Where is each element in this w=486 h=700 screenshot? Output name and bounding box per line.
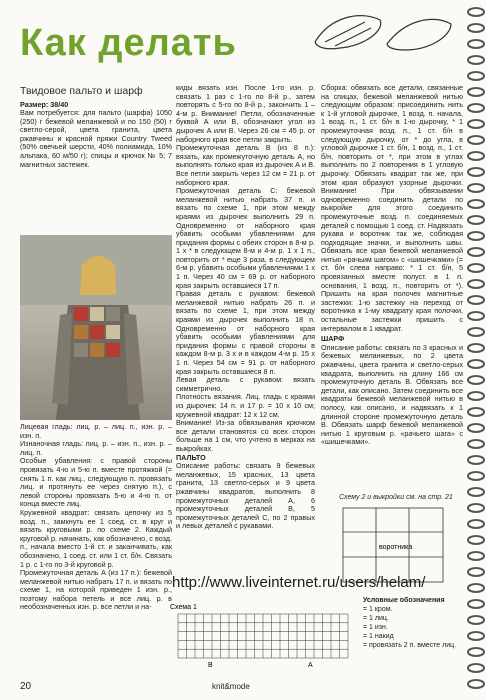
col2-text-7: Внимание! Из-за обвязывания крючком все детали становятся со всех сторон больше на 1 см, что учтено в мерках на выкройках. bbox=[176, 418, 315, 453]
svg-text:A: A bbox=[308, 662, 313, 669]
svg-text:Схема 1: Схема 1 bbox=[170, 604, 197, 611]
section-sharf: ШАРФ bbox=[321, 334, 345, 344]
column-1-lower bbox=[20, 423, 172, 612]
special-decreases: Особые убавления: с правой стороны провязать 4-ю и 5-ю п. вместе протяжкой (= снять 1 п. как лиц., следующую п. провязать лиц. и протянуть ее через снятую п.), с левой стороны провязать 5-ю и 4-ю п. от конца вместе лиц. bbox=[20, 456, 172, 509]
column-2 bbox=[176, 84, 315, 531]
intermediate-part-a: Промежуточная деталь А (из 17 п.): бежевой меланжевой нитью набрать 17 п. и вязать по схеме 1, на которой приведен 1 изн. р., поэтому набора петель и все лиц. р. в необозначенных изн. р. все петли и на- bbox=[20, 568, 172, 612]
slipper-drawings bbox=[305, 2, 455, 60]
chart-scheme-1 bbox=[168, 600, 358, 670]
stitch-face: Лицевая гладь: лиц. р. – лиц. п., изн. р. – изн. п. bbox=[20, 422, 172, 440]
legend-item: = 1 изн. bbox=[363, 624, 388, 631]
svg-text:B: B bbox=[208, 662, 213, 669]
scheme-caption: Схему 2 и выкройки см. на стр. 21 bbox=[339, 494, 453, 501]
col2-text-1: киды вязать изн. После 1-го изн. р. связать 1 раз с 1-го по 8-й р., затем повторять с 5-го по 8-й р., закончить 1 – 4-м р. Внимание! Петли, обозначенные буквой А или В, обозначают угол из дырочек А или В. Через 26 см = 45 р. от наборного края все петли закрыть. bbox=[176, 83, 315, 144]
column-3 bbox=[321, 84, 463, 447]
col2-text-6: Плотность вязания. Лиц. гладь с краями из дырочек: 14 п. и 17 р. = 10 х 10 см; кружевной квадрат: 12 х 12 см. bbox=[176, 392, 315, 419]
size-line: Размер: 38/40 bbox=[20, 99, 69, 109]
legend-item: = провязать 2 п. вместе лиц. bbox=[363, 642, 457, 649]
assembly-text: Сборка: обвязать все детали, связанные на спицах, бежевой меланжевой нитью следующим образом: присоединить нить к 1-й угловой дырочке, 1 возд. п. начала, 1 возд. п., 1 ст. б/н в 1-ю дырочку, * 1 промежуточная возд. п., 1 ст. б/н в следующую дырочку, от * до угла, в угловой дырочке 1 ст. б/н, 1 возд. п., 1 ст. б/н, повторить от *, при этом в углах выполнить по 2 повторения в 1 угловую дырочку. Обвязать квадрат так же, при этом края образуют узорные дырочки. Внимание! При обвязывании одновременно соединить детали по выкройке для этого соединить промежуточные возд. п. соединяемых деталей с помощью 1 соед. ст. Надвязать рукава и воротник так же, соблюдая подходящие значки, и выполнить швы. Обвязать все края бежевой меланжевой нитью «рачьим шагом» с «шишечками» (= ст. б/н слева направо: * 1 ст. б/н, 5 провязанных вместе полуст. в 1 п. основания, 1 возд. п., повторять от *). Пришить на края полочек магнитные застежки: 1-ю застежку на переход от воротника к 1-му квадрату края полочки, остальные застежки пришить с интервалом в 1 квадрат. bbox=[321, 83, 463, 333]
magazine-brand: knit&mode bbox=[212, 682, 250, 691]
col2-text-3: Промежуточная деталь С: бежевой меланжевой нитью набрать 37 п. и вязать по схеме 1, при этом между краями из дырочек выполнить 29 п. Одновременно от наборного края убавить особыми убавлениями для придания формы с обеих сторон в 8-м р. 1 х * в следующем 8-м и 4-м р. 1 х 1 п., повторить от * еще 3 раза, в следующем 6-м р. убавить особыми убавлениями 1 х 1 п. Через 40 см = 69 р. от наборного края закрыть оставшиеся 17 п. bbox=[176, 186, 315, 290]
collar-label: воротника bbox=[379, 544, 413, 551]
legend-item: = 1 кром. bbox=[363, 606, 393, 613]
model-photo bbox=[20, 235, 172, 420]
col2-text-5: Левая деталь с рукавом: вязать симметрично. bbox=[176, 375, 315, 393]
pattern-heading: Твидовое пальто и шарф bbox=[20, 85, 143, 97]
scarf-text: Описание работы: связать по 3 красных и бежевых меланжевых, по 2 цвета ржавчины, цвета гранита и светло-серых квадрата, выполнить на длину 166 см промежуточную деталь В. Обвязать все детали, как описано. Затем соединить все квадраты бежевой меланжевой нитью в полосу, как описано, и надвязать к 1 длинной стороне промежуточную деталь В. Обвязать шарф бежевой меланжевой нитью 1 круговым р. «рачьего шага» с «шишечками». bbox=[321, 342, 463, 447]
page-title: Как делать bbox=[20, 22, 237, 64]
column-1 bbox=[20, 86, 172, 169]
materials-text: Вам потребуется: для пальто (шарфа) 1050 (250) г бежевой меланжевой и по 150 (50) г светло-серой, цвета гранита, цвета ржавчины и красной пряжи Country Tweed (50% овечьей шерсти, 40% полиамида, 10% альпака, 60 м/50 г); спицы и крючок № 5; 7 магнитных застежек. bbox=[20, 108, 172, 169]
page-number: 20 bbox=[20, 681, 32, 692]
source-url: http://www.liveinternet.ru/users/helam/ bbox=[172, 574, 426, 591]
section-palto: ПАЛЬТО bbox=[176, 452, 206, 462]
spiral-binding bbox=[462, 0, 486, 700]
col2-text-8: Описание работы: связать 9 бежевых меланжевых, 15 красных, 13 цвета гранита, 13 светло-серых и 9 цвета ржавчины квадратов, выполнить 8 промежуточных деталей А, 6 промежуточных деталей В, 5 промежуточных деталей С, по 2 правых и левых деталей с рукавами. bbox=[176, 461, 315, 531]
legend-item: = 1 лиц. bbox=[363, 615, 389, 622]
legend: Условные обозначения = 1 кром. = 1 лиц. = 1 изн. = 1 накид = провязать 2 п. вместе лиц. bbox=[363, 596, 463, 650]
stitch-reverse: Изнаночная гладь: лиц. р. – изн. п., изн. р. – лиц. п. bbox=[20, 439, 172, 457]
col2-text-2: Промежуточная деталь В (из 8 п.): вязать, как промежуточную деталь А, но выполнять только края из дырочек А и В. Все петли закрыть через 12 см = 21 р. от наборного края. bbox=[176, 143, 315, 187]
col2-text-4: Правая деталь с рукавом: бежевой меланжевой нитью набрать 26 п. и вязать по схеме 1, при этом между краями из дырочек выполнить 18 п. Одновременно от наборного края убавить особыми убавлениями для придания формы с правой стороны в каждом 8-м р. 3 х и в каждом 4-м р. 15 х 1 п. Через 54 см = 91 р. от наборного края закрыть оставшиеся 8 п. bbox=[176, 289, 315, 376]
legend-item: = 1 накид bbox=[363, 633, 394, 640]
lace-square: Кружевной квадрат: связать цепочку из 5 возд. п., замкнуть ее 1 соед. ст. в круг и вязать круговыми р. по схеме 2. Каждый круговой р. начинать, как обозначено, с возд. п., начала вместо 1-й ст. и заканчивать, как обозначено, 1 соед. ст. или 1 ст. б/н. Связать 1 р. с 1-го по 3-й круговой р. bbox=[20, 507, 172, 569]
